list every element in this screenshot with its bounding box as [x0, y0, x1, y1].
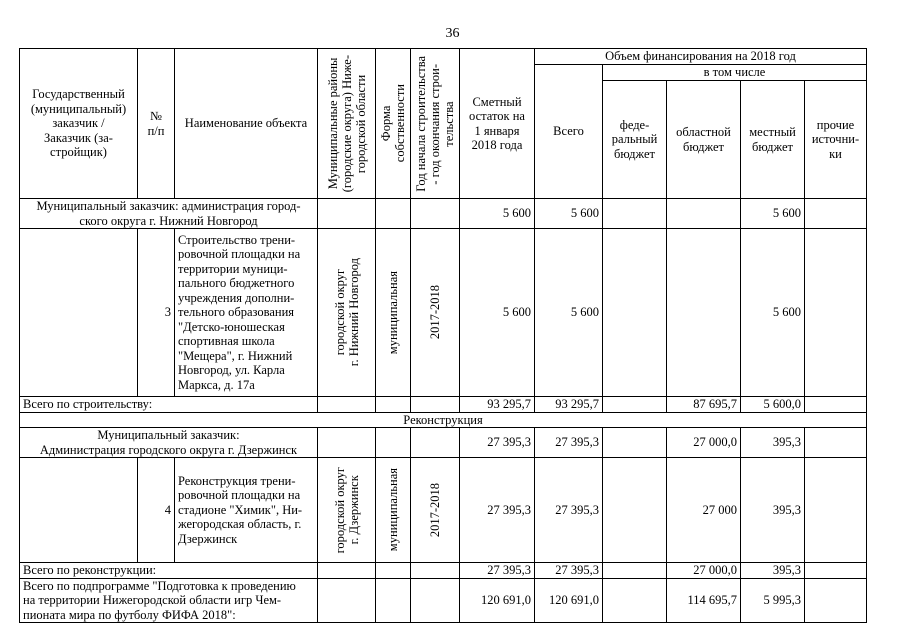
ownership-text: муниципальная [386, 468, 400, 552]
total-label: Всего по строительству: [20, 397, 318, 413]
header-years-text: Год начала строительства - год окончания строи- тельства [414, 55, 456, 192]
total-label: Всего по подпрограмме "Подготовка к проведению на территории Нижегородской области игр Чем- пионата мира по футболу ФИФА 2018": [20, 578, 318, 623]
ownership-text: муниципальная [386, 270, 400, 355]
cell-local: 5 600,0 [741, 397, 805, 413]
cell-total: 27 395,3 [535, 563, 603, 579]
cell-regional: 114 695,7 [667, 578, 741, 623]
cell-balance: 27 395,3 [460, 458, 535, 563]
header-regional: областной бюджет [667, 81, 741, 199]
header-customer: Государственный (муниципальный) заказчик / Заказчик (за- стройщик) [20, 49, 138, 199]
cell-total: 27 395,3 [535, 428, 603, 458]
header-federal: феде- ральный бюджет [603, 81, 667, 199]
cell-total: 5 600 [535, 229, 603, 397]
cell-local: 395,3 [741, 563, 805, 579]
customer-label: Муниципальный заказчик: Администрация городского округа г. Дзержинск [20, 428, 318, 458]
object-name: Реконструкция трени- ровочной площадки на стадионе "Химик", Ни- жегородская область, г. Дзержинск [175, 458, 318, 563]
cell-balance: 120 691,0 [460, 578, 535, 623]
header-other: прочие источни- ки [805, 81, 867, 199]
table-row [20, 578, 867, 623]
cell-num: 3 [138, 229, 175, 397]
header-ownership-text: Форма собственности [379, 84, 407, 163]
years-text: 2017-2018 [428, 285, 442, 340]
section-title: Реконструкция [20, 412, 867, 428]
cell-regional: 27 000 [667, 458, 741, 563]
district-text: городской округ г. Дзержинск [332, 466, 361, 554]
table-row [20, 563, 867, 579]
header-num: № п/п [138, 49, 175, 199]
cell-regional: 27 000,0 [667, 563, 741, 579]
cell-local: 395,3 [741, 428, 805, 458]
cell-local: 395,3 [741, 458, 805, 563]
table-row [20, 229, 867, 397]
cell-balance: 93 295,7 [460, 397, 535, 413]
customer-label: Муниципальный заказчик: администрация город- ского округа г. Нижний Новгород [20, 199, 318, 229]
cell-total: 27 395,3 [535, 458, 603, 563]
cell-balance: 5 600 [460, 229, 535, 397]
cell-local: 5 600 [741, 199, 805, 229]
header-name: Наименование объекта [175, 49, 318, 199]
header-including: в том числе [603, 65, 867, 81]
cell-total: 93 295,7 [535, 397, 603, 413]
header-local: местный бюджет [741, 81, 805, 199]
cell-balance: 27 395,3 [460, 428, 535, 458]
cell-local: 5 995,3 [741, 578, 805, 623]
cell-local: 5 600 [741, 229, 805, 397]
cell-district [318, 458, 376, 563]
total-label: Всего по реконструкции: [20, 563, 318, 579]
table-row [20, 428, 867, 458]
header-total: Всего [535, 65, 603, 199]
cell-years [411, 458, 460, 563]
cell-total: 120 691,0 [535, 578, 603, 623]
financing-table [19, 48, 867, 623]
years-text: 2017-2018 [428, 482, 442, 538]
header-years [411, 49, 460, 199]
cell-num: 4 [138, 458, 175, 563]
cell-balance: 5 600 [460, 199, 535, 229]
cell-regional: 87 695,7 [667, 397, 741, 413]
table-row [20, 397, 867, 413]
header-ownership [376, 49, 411, 199]
table-row [20, 458, 867, 563]
cell-ownership [376, 229, 411, 397]
cell-total: 5 600 [535, 199, 603, 229]
header-balance: Сметный остаток на 1 января 2018 года [460, 49, 535, 199]
cell-regional: 27 000,0 [667, 428, 741, 458]
page-number: 36 [445, 26, 460, 41]
district-text: городской округ г. Нижний Новгород [332, 258, 361, 367]
header-district-text: Муниципальные районы (городские округа) Ниже- городской области [325, 54, 368, 193]
cell-balance: 27 395,3 [460, 563, 535, 579]
object-name: Строительство трени- ровочной площадки на территории муници- пального бюджетного учреждения дополни- тельного образования "Детско-юношеская спортивная школа "Мещера", г. Нижний Новгород, ул. Карла Маркса, д. 17а [175, 229, 318, 397]
table-row [20, 412, 867, 428]
cell-ownership [376, 458, 411, 563]
header-district [318, 49, 376, 199]
cell-district [318, 229, 376, 397]
table-row [20, 199, 867, 229]
cell-years [411, 229, 460, 397]
header-financing: Объем финансирования на 2018 год [535, 49, 867, 65]
